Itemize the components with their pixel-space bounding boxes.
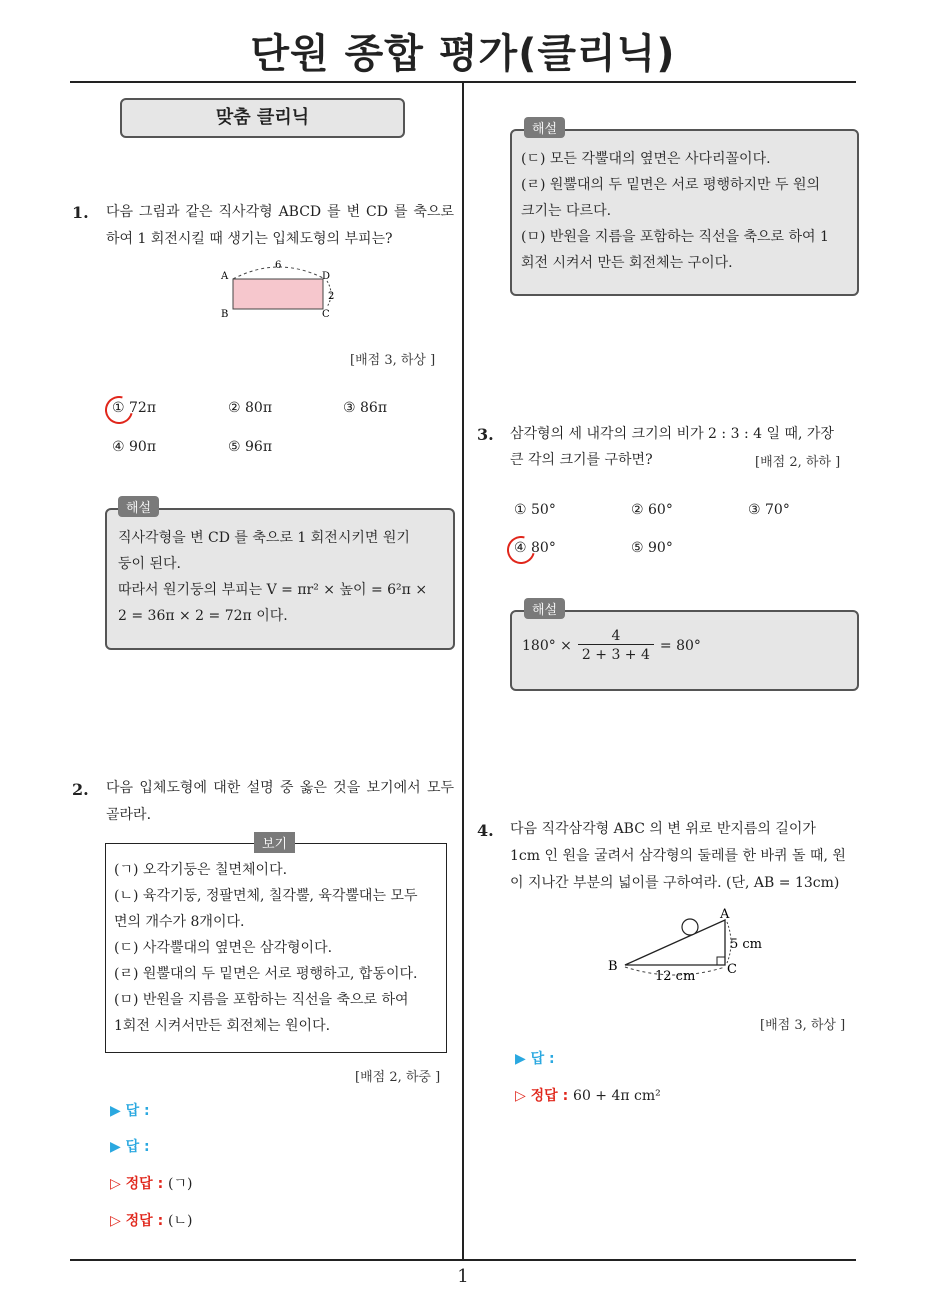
q1-score: [배점 3, 하상 ] bbox=[350, 353, 436, 368]
label-c: C bbox=[322, 309, 330, 320]
q1-option-3[interactable]: ③ 86π bbox=[343, 400, 388, 416]
q2-correct-1: ▷ 정답 : (ㄱ) bbox=[110, 1176, 193, 1192]
q1-option-4[interactable]: ④ 90π bbox=[112, 439, 157, 455]
q2-answer-1[interactable]: ▶ 답 : bbox=[110, 1103, 150, 1119]
q3-option-4[interactable]: ④ 80° bbox=[514, 540, 556, 556]
q3-option-2[interactable]: ② 60° bbox=[631, 502, 673, 518]
q3-explanation-formula: 180° × $\frac{4}{2 + 3 + 4}$ = 80° bbox=[522, 628, 701, 663]
label-top-length: 6 bbox=[275, 260, 282, 271]
q3-option-1[interactable]: ① 50° bbox=[514, 502, 556, 518]
page-title: 단원 종합 평가(클리닉) bbox=[250, 31, 676, 77]
question-3-number: 3. bbox=[477, 425, 494, 444]
q2-correct-2: ▷ 정답 : (ㄴ) bbox=[110, 1213, 193, 1229]
label-a: A bbox=[720, 907, 730, 922]
label-base: 12 cm bbox=[655, 969, 696, 984]
question-4-text: 다음 직각삼각형 ABC 의 변 위로 반지름의 길이가 1cm 인 원을 굴려서 삼각형의 둘레를 한 바퀴 돌 때, 원 이 지나간 부분의 넓이를 구하여라. (단, AB = 13cm) bbox=[510, 821, 846, 891]
rolling-circle bbox=[682, 919, 698, 935]
footer-divider bbox=[70, 1259, 856, 1261]
label-side-length: 2 bbox=[328, 291, 335, 302]
q2-explanation-text: (ㄷ) 모든 각뿔대의 옆면은 사다리꼴이다. (ㄹ) 원뿔대의 두 밑면은 서로 평행하지만 두 원의 크기는 다르다. (ㅁ) 반원을 지름을 포함하는 직선을 축으로 하여 1 회전 시켜서 만든 회전체는 구이다. bbox=[521, 151, 829, 271]
label-b: B bbox=[221, 309, 229, 320]
label-c: C bbox=[727, 962, 737, 977]
column-divider bbox=[462, 83, 464, 1260]
question-1-text: 다음 그림과 같은 직사각형 ABCD 를 변 CD 를 축으로 하여 1 회전시킬 때 생기는 입체도형의 부피는? bbox=[106, 204, 454, 247]
rect-abcd bbox=[233, 279, 323, 309]
q1-option-5[interactable]: ⑤ 96π bbox=[228, 439, 273, 455]
q1-explanation-label: 해설 bbox=[118, 496, 159, 517]
q3-option-3[interactable]: ③ 70° bbox=[748, 502, 790, 518]
label-side: 5 cm bbox=[730, 937, 763, 952]
q1-option-1[interactable]: ① 72π bbox=[112, 400, 157, 416]
q2-score: [배점 2, 하중 ] bbox=[355, 1070, 441, 1085]
bogi-label: 보기 bbox=[254, 832, 295, 853]
q4-score: [배점 3, 하상 ] bbox=[760, 1018, 846, 1033]
question-3-text-line1: 삼각형의 세 내각의 크기의 비가 2 : 3 : 4 일 때, 가장 bbox=[510, 426, 834, 442]
q1-option-2[interactable]: ② 80π bbox=[228, 400, 273, 416]
page-number: 1 bbox=[457, 1266, 469, 1287]
question-2-number: 2. bbox=[72, 780, 89, 799]
q4-correct: ▷ 정답 : 60 + 4π cm² bbox=[515, 1088, 661, 1104]
triangle-abc bbox=[625, 920, 725, 965]
question-1-number: 1. bbox=[72, 203, 89, 222]
bogi-text: (ㄱ) 오각기둥은 칠면체이다. (ㄴ) 육각기둥, 정팔면체, 칠각뿔, 육각뿔대는 모두 면의 개수가 8개이다. (ㄷ) 사각뿔대의 옆면은 삼각형이다. (ㄹ) 원뿔대의 두 밑면은 서로 평행하고, 합동이다. (ㅁ) 반원을 지름을 포함하는 직선을 축으로 하여 1회전 시켜서만든 회전체는 원이다. bbox=[114, 862, 418, 1034]
q4-answer[interactable]: ▶ 답 : bbox=[515, 1051, 555, 1067]
triangle-figure bbox=[600, 905, 770, 985]
q2-explanation-label: 해설 bbox=[524, 117, 565, 138]
question-2-text: 다음 입체도형에 대한 설명 중 옳은 것을 보기에서 모두 골라라. bbox=[106, 780, 454, 823]
q3-score: [배점 2, 하하 ] bbox=[755, 455, 841, 470]
q3-option-5[interactable]: ⑤ 90° bbox=[631, 540, 673, 556]
label-b: B bbox=[608, 959, 618, 974]
question-4-number: 4. bbox=[477, 821, 494, 840]
section-tag: 맞춤 클리닉 bbox=[120, 98, 405, 138]
label-a: A bbox=[221, 271, 229, 282]
question-3-text-line2: 큰 각의 크기를 구하면? bbox=[510, 452, 653, 468]
q2-answer-2[interactable]: ▶ 답 : bbox=[110, 1139, 150, 1155]
label-d: D bbox=[322, 271, 331, 282]
rectangle-figure bbox=[215, 255, 345, 323]
q1-explanation-text: 직사각형을 변 CD 를 축으로 1 회전시키면 원기 둥이 된다. 따라서 원기둥의 부피는 V = πr² × 높이 = 6²π × 2 = 36π × 2 = 72π 이다. bbox=[118, 530, 428, 624]
q3-explanation-label: 해설 bbox=[524, 598, 565, 619]
